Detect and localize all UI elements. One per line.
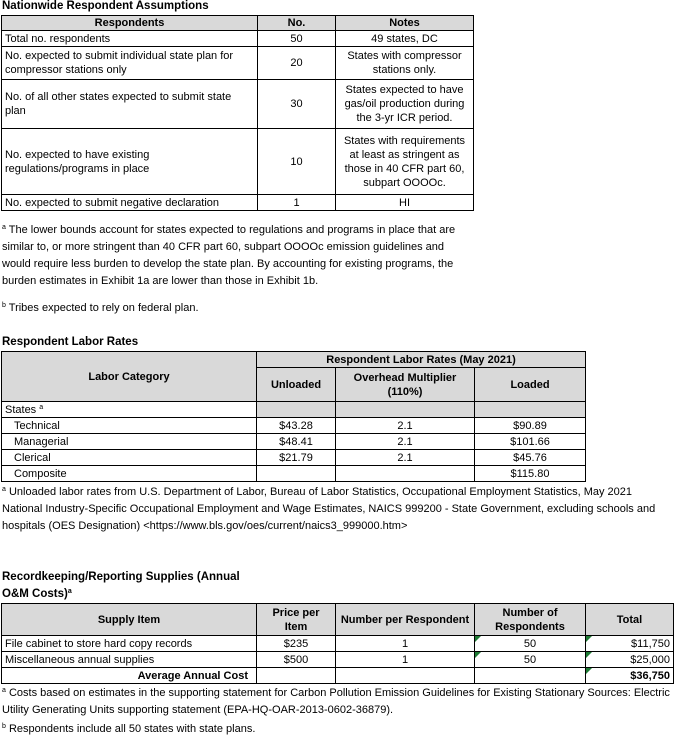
header-overhead: Overhead Multiplier (110%)	[336, 368, 475, 402]
row-unloaded: $43.28	[257, 418, 336, 434]
row-loaded: $101.66	[475, 434, 586, 450]
header-notes: Notes	[336, 16, 474, 31]
section3-title-line1: Recordkeeping/Reporting Supplies (Annual	[2, 571, 240, 583]
row-no: 50	[258, 31, 336, 47]
table-row	[2, 418, 586, 434]
section2-title: Respondent Labor Rates	[2, 336, 139, 348]
table-row	[2, 47, 474, 80]
section3-title	[2, 569, 240, 603]
labor-rates-table	[1, 351, 586, 482]
row-note: HI	[336, 195, 474, 211]
section3-footnote-a	[2, 685, 670, 719]
average-annual-cost-label: Average Annual Cost	[2, 668, 257, 684]
row-item: Miscellaneous annual supplies	[2, 652, 257, 668]
table-row	[2, 450, 586, 466]
section3-title-line2: O&M Costs)	[2, 588, 68, 600]
row-respondent: Total no. respondents	[2, 31, 258, 47]
row-loaded: $45.76	[475, 450, 586, 466]
footnote-mark: a	[2, 486, 6, 493]
row-no: 20	[258, 47, 336, 80]
row-multiplier: 2.1	[336, 418, 475, 434]
row-note: States with requirements at least as stringent as those in 40 CFR part 60, subpart OOOOc.	[336, 129, 474, 195]
table-row	[2, 195, 474, 211]
table-row	[2, 31, 474, 47]
header-labor-category: Labor Category	[2, 352, 257, 402]
section1-title: Nationwide Respondent Assumptions	[2, 0, 209, 12]
row-item: File cabinet to store hard copy records	[2, 636, 257, 652]
table-row	[2, 129, 474, 195]
row-no: 10	[258, 129, 336, 195]
header-respondents: Respondents	[2, 16, 258, 31]
footnote-text: Costs based on estimates in the supporting statement for Carbon Pollution Emission Guidelines for Existing Stationary Sources: Electric Utility Generating Units supporting statement (EPA-HQ-OAR-2013-0602-36879).	[2, 687, 670, 716]
table-row	[2, 434, 586, 450]
row-respondent: No. expected to submit negative declaration	[2, 195, 258, 211]
table-row	[2, 80, 474, 129]
footnote-mark: b	[2, 723, 6, 730]
row-unloaded	[257, 466, 336, 482]
section2-footnote	[2, 484, 662, 535]
row-price: $500	[257, 652, 336, 668]
header-supply-item: Supply Item	[2, 604, 257, 636]
row-multiplier	[336, 466, 475, 482]
header-per-respondent: Number per Respondent	[336, 604, 475, 636]
row-price: $235	[257, 636, 336, 652]
row-note: States with compressor stations only.	[336, 47, 474, 80]
table-row	[2, 466, 586, 482]
header-labor-rates-group: Respondent Labor Rates (May 2021)	[257, 352, 586, 368]
row-multiplier: 2.1	[336, 450, 475, 466]
row-category: Composite	[2, 466, 257, 482]
footnote-mark: a	[2, 224, 6, 231]
table-row	[2, 636, 674, 652]
row-category: Managerial	[2, 434, 257, 450]
row-unloaded: $48.41	[257, 434, 336, 450]
row-unloaded: $21.79	[257, 450, 336, 466]
supplies-table	[1, 603, 674, 684]
header-total: Total	[586, 604, 674, 636]
footnote-mark: b	[2, 302, 6, 309]
row-respondent: No. of all other states expected to submit state plan	[2, 80, 258, 129]
footnote-mark: a	[67, 588, 72, 595]
header-num-respondents: Number of Respondents	[475, 604, 586, 636]
footnote-mark: a	[2, 687, 6, 694]
row-respondents: 50	[475, 652, 586, 668]
section1-footnote-b	[2, 300, 470, 317]
row-multiplier: 2.1	[336, 434, 475, 450]
section3-footnote-b	[2, 721, 670, 738]
row-respondent: No. expected to have existing regulations/programs in place	[2, 129, 258, 195]
row-no: 1	[258, 195, 336, 211]
row-loaded: $115.80	[475, 466, 586, 482]
row-total: $25,000	[586, 652, 674, 668]
header-unloaded: Unloaded	[257, 368, 336, 402]
table-row	[2, 652, 674, 668]
respondent-assumptions-table	[1, 15, 474, 211]
footnote-text: Unloaded labor rates from U.S. Department of Labor, Bureau of Labor Statistics, Occupational Employment Statistics, May 2021 National Industry-Specific Occupational Employment and Wage Estimates, NAICS 999200 - State Government, excluding schools and hospitals (OES Designation) <https://www.bls.gov/oes/current/naics3_999000.htm>	[2, 486, 656, 532]
row-note: 49 states, DC	[336, 31, 474, 47]
states-label	[2, 402, 257, 418]
footnote-text: Respondents include all 50 states with state plans.	[8, 723, 256, 735]
row-total: $11,750	[586, 636, 674, 652]
header-loaded: Loaded	[475, 368, 586, 402]
row-category: Technical	[2, 418, 257, 434]
row-per-respondent: 1	[336, 636, 475, 652]
row-loaded: $90.89	[475, 418, 586, 434]
table-row	[2, 402, 586, 418]
states-label-text: States	[5, 403, 37, 416]
header-no: No.	[258, 16, 336, 31]
row-respondent: No. expected to submit individual state plan for compressor stations only	[2, 47, 258, 80]
row-per-respondent: 1	[336, 652, 475, 668]
header-price: Price per Item	[257, 604, 336, 636]
footnote-text: Tribes expected to rely on federal plan.	[8, 302, 199, 314]
footnote-text: The lower bounds account for states expected to regulations and programs in place that are similar to, or more stringent than 40 CFR part 60, subpart OOOOc emission guidelines and would require less burden to develop the state plan. By accounting for existing programs, the burden estimates in Exhibit 1a are lower than those in Exhibit 1b.	[2, 224, 456, 287]
row-no: 30	[258, 80, 336, 129]
row-respondents: 50	[475, 636, 586, 652]
row-category: Clerical	[2, 450, 257, 466]
table-row	[2, 668, 674, 684]
row-note: States expected to have gas/oil production during the 3-yr ICR period.	[336, 80, 474, 129]
footnote-mark: a	[39, 403, 44, 411]
section1-footnote-a	[2, 222, 470, 290]
average-annual-cost-value: $36,750	[586, 668, 674, 684]
